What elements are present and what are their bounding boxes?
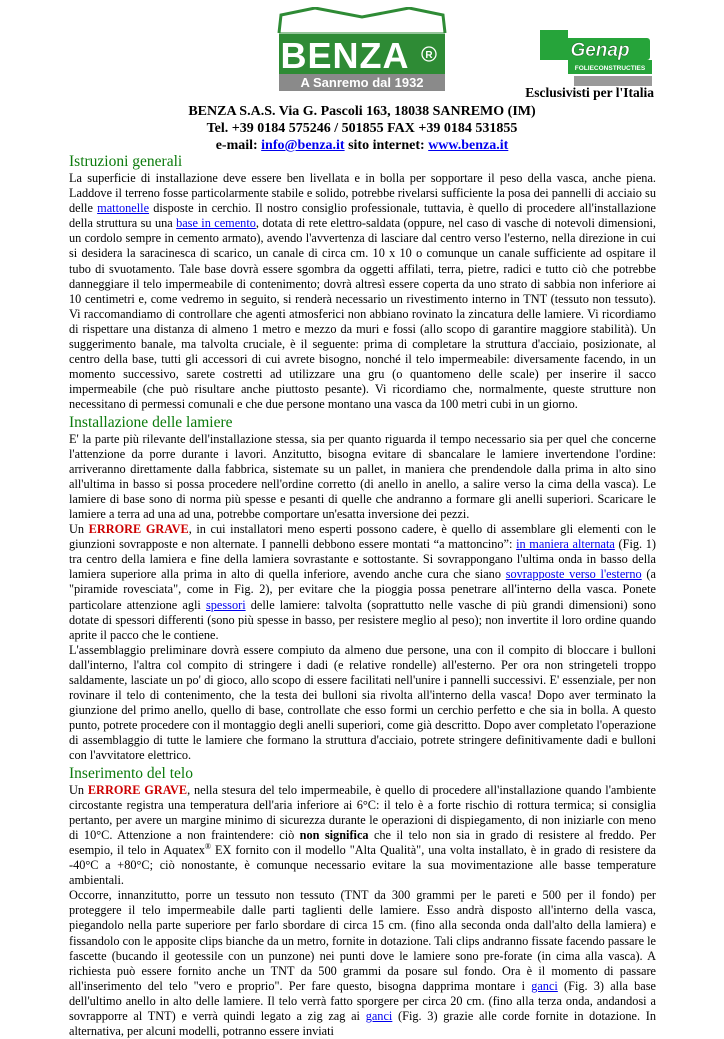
paragraph-istruzioni: La superficie di installazione deve essere ben livellata e in bolla per sopportare il peso della vasca, anche piena. Laddove il terreno fosse particolarmente stabile e solido, potrebbe rivelarsi sufficiente la posa dei pannelli di acciaio su delle mattonelle disposte in cerchio. Il nostro consiglio professionale, tuttavia, è quello di procedere all'installazione della struttura su una base in cemento, dotata di rete elettro-saldata (oppure, nel caso di vasche di notevoli dimensioni, un cordolo sempre in cemento armato), avendo l'avvertenza di lasciare dal centro verso l'esterno, nella direzione in cui si desidera la saracinesca di scarico, un canale di circa cm. 10 x 10 o comunque un canale sufficiente ad ospitare il tubo di svuotamento. Tale base dovrà essere sgombra da oggetti affilati, terra, pietre, radici e tutto ciò che potrebbe danneggiare il telo impermeabile di contenimento; dovrà altresì essere coperta da uno strato di sabbia non inferiore ai 10 centimetri e, come vedremo in seguito, si renderà necessario un rivestimento interno in TNT (tessuto non tessuto). Vi raccomandiamo di controllare che agenti atmosferici non abbiano rovinato la zincatura delle lamiere. Vi ricordiamo di rispettare una distanza di almeno 1 metro e mezzo da muri e fossi (allo scopo di garantire maggiore stabilità). Un suggerimento banale, ma talvolta cruciale, è il seguente: prima di completare la struttura d'acciaio, posizionate, al centro della base, tutti gli accessori di cui avrete bisogno, nonché il telo impermeabile: diversamente facendo, in un momento successivo, sarete costretti ad utilizzare una gru (o quantomeno delle scale) per inserire il sacco impermeabile (che può risultare anche piuttosto pesante). Vi ricordiamo che, normalmente, queste strutture non necessitano di permessi comunali e che due persone montano una vasca da 100 metri cubi in un giorno. [69,171,656,412]
registered-sup: ® [204,841,211,851]
error-highlight: ERRORE GRAVE [88,522,189,537]
exclusive-label: Esclusivisti per l'Italia [525,85,654,100]
benza-logo-name: BENZA [280,35,410,76]
genap-logo-sub: FOLIECONSTRUCTIES [574,65,646,72]
link-ganci[interactable]: ganci [365,1008,393,1023]
error-highlight: ERRORE GRAVE [87,782,188,797]
genap-logo [538,28,656,88]
link-maniera-alternata[interactable]: in maniera alternata [516,537,615,552]
benza-logo [275,7,449,92]
website-link[interactable]: www.benza.it [428,138,509,153]
section-title-istruzioni: Istruzioni generali [69,153,183,170]
link-spessori[interactable]: spessori [205,597,246,612]
email-label: e-mail: [215,138,258,153]
paragraph-lamiere-1: E' la parte più rilevante dell'installazione stessa, sia per quanto riguarda il tempo necessario sia per quel che concerne l'attenzione da porre durante i lavori. Anzitutto, bisogna evitare di sbancalare le lamiere invertendone l'ordine: arriveranno direttamente dalla fabbrica, sistemate su un pallet, in maniera che prendendole dalla prima in alto sino all'ultima in basso si possa procedere nell'ordine corretto (di anello in anello, a salire verso la cima della vasca). Le lamiere di base sono di norma più spesse e pesanti di quelle che andranno a formare gli anelli superiori. Scaricare le lamiere a terra ad una ad una, potrebbe comportare un'esatta inversione dei pezzi. [69,431,656,521]
paragraph-telo-2: Occorre, innanzitutto, porre un tessuto non tessuto (TNT da 300 grammi per le pareti e 500 per il fondo) per proteggere il telo impermeabile dalle parti taglienti delle lamiere. Esso andrà disposto all'interno della vasca, piegandolo nella parte superiore per farlo sbordare di circa 15 cm. (fino alla seconda onda dall'alto della lamiera) e fissandolo con le apposite clips bianche da un metro, fornite in dotazione. Tali clips andranno fissate facendo passare le fascette (bucando il geotessile con un punzone) nei punti dove le lamiere sono pre-forate (in cima alla vasca). A richiesta può essere fornito anche un TNT da 500 grammi da posare sul fondo. Ora è il momento di passare all'inserimento del telo "vero e proprio". Per fare questo, bisogna dapprima montare i ganci (Fig. 3) alla base dell'ultimo anello in alto delle lamiere. Il telo verrà fatto sporgere per circa 20 cm. (fino alla terza onda, andandosi a sovrapporre al TNT) e verrà quindi legato a zig zag ai ganci (Fig. 3) grazie alle corde fornite in dotazione. In alternativa, per alcuni modelli, potranno essere inviati [69,888,656,1039]
link-mattonelle[interactable]: mattonelle [97,201,150,216]
link-base-cemento[interactable]: base in cemento [176,216,256,231]
site-label: sito internet: [348,138,425,153]
paragraph-lamiere-3: L'assemblaggio preliminare dovrà essere compiuto da almeno due persone, una con il compito di bloccare i bulloni dall'interno, l'altra col compito di stringere i dadi (e relative rondelle) all'esterno. Per ora non stringeteli troppo saldamente, lasciate un po' di gioco, allo scopo di essere facilitati nell'unire i pannelli successivi. E' essenziale, per non rovinare il telo di contenimento, che la testa dei bulloni sia rivolta all'interno della vasca! Dopo aver terminato la giunzione del primo anello, quello di base, controllate che esso formi un cerchio perfetto e che sia in bolla. A questo punto, potrete procedere con il montaggio degli anelli superiori, come già descritto. Dopo aver completato l'operazione di assemblaggio di tutte le lamiere che formano la struttura d'acciaio, potrete stringere definitivamente dadi e bulloni con l'avvitatore elettrico. [69,642,656,763]
company-address: BENZA S.A.S. Via G. Pascoli 163, 18038 SANREMO (IM) [188,104,536,119]
document-body [69,152,656,1039]
company-phone: Tel. +39 0184 575246 / 501855 FAX +39 0184 531855 [206,121,518,136]
paragraph-telo-1: Un ERRORE GRAVE, nella stesura del telo impermeabile, è quello di procedere all'installazione quando l'ambiente circostante registra una temperatura dell'aria inferiore ai 6°C: il telo è a forte rischio di rottura termica; si consiglia pertanto, per avere un margine minimo di sicurezza durante le operazioni di dispiegamento, di non iniziarle con meno di 10°C. Attenzione a non fraintendere: ciò non significa che il telo non sia in grado di resistere al freddo. Per esempio, il telo in Aquatex® EX fornito con il modello "Alta Qualità", una volta installato, è in grado di resistere da -40°C a +80°C; ciò nonostante, è comunque necessario evitare la sua movimentazione alle basse temperature ambientali. [69,782,656,888]
benza-logo-slogan: A Sanremo dal 1932 [300,75,424,90]
email-link[interactable]: info@benza.it [261,138,345,153]
section-title-lamiere: Installazione delle lamiere [69,413,233,431]
bold-non-significa: non significa [299,827,369,842]
registered-letter: R [425,50,433,61]
paragraph-lamiere-2: Un ERRORE GRAVE, in cui installatori meno esperti possono cadere, è quello di assemblare gli elementi con le giunzioni sovrapposte e non alternate. I pannelli debbono essere montati “a mattoncino”: in maniera alternata (Fig. 1) tra centro della lamiera e fine della lamiera sovrastante e sottostante. Si sovrappongano l'ultima onda in basso della lamiera superiore alla prima in alto di quella inferiore, avendo anche cura che siano sovrapposte verso l'esterno (a "piramide rovesciata", come in Fig. 2), per evitare che la pioggia possa penetrare all'interno della vasca. Ponete particolare attenzione agli spessori delle lamiere: talvolta (soprattutto nelle vasche di più grandi dimensioni) sono dotate di spessori differenti (sono più spesse in basso, per resistere meglio al peso); non invertite il loro ordine quando aprite il pacco che le contiene. [69,522,656,642]
genap-logo-name: Genap [570,40,630,61]
link-sovrapposte-esterno[interactable]: sovrapposte verso l'esterno [505,567,642,582]
link-ganci[interactable]: ganci [531,978,558,993]
section-title-telo: Inserimento del telo [69,764,193,782]
